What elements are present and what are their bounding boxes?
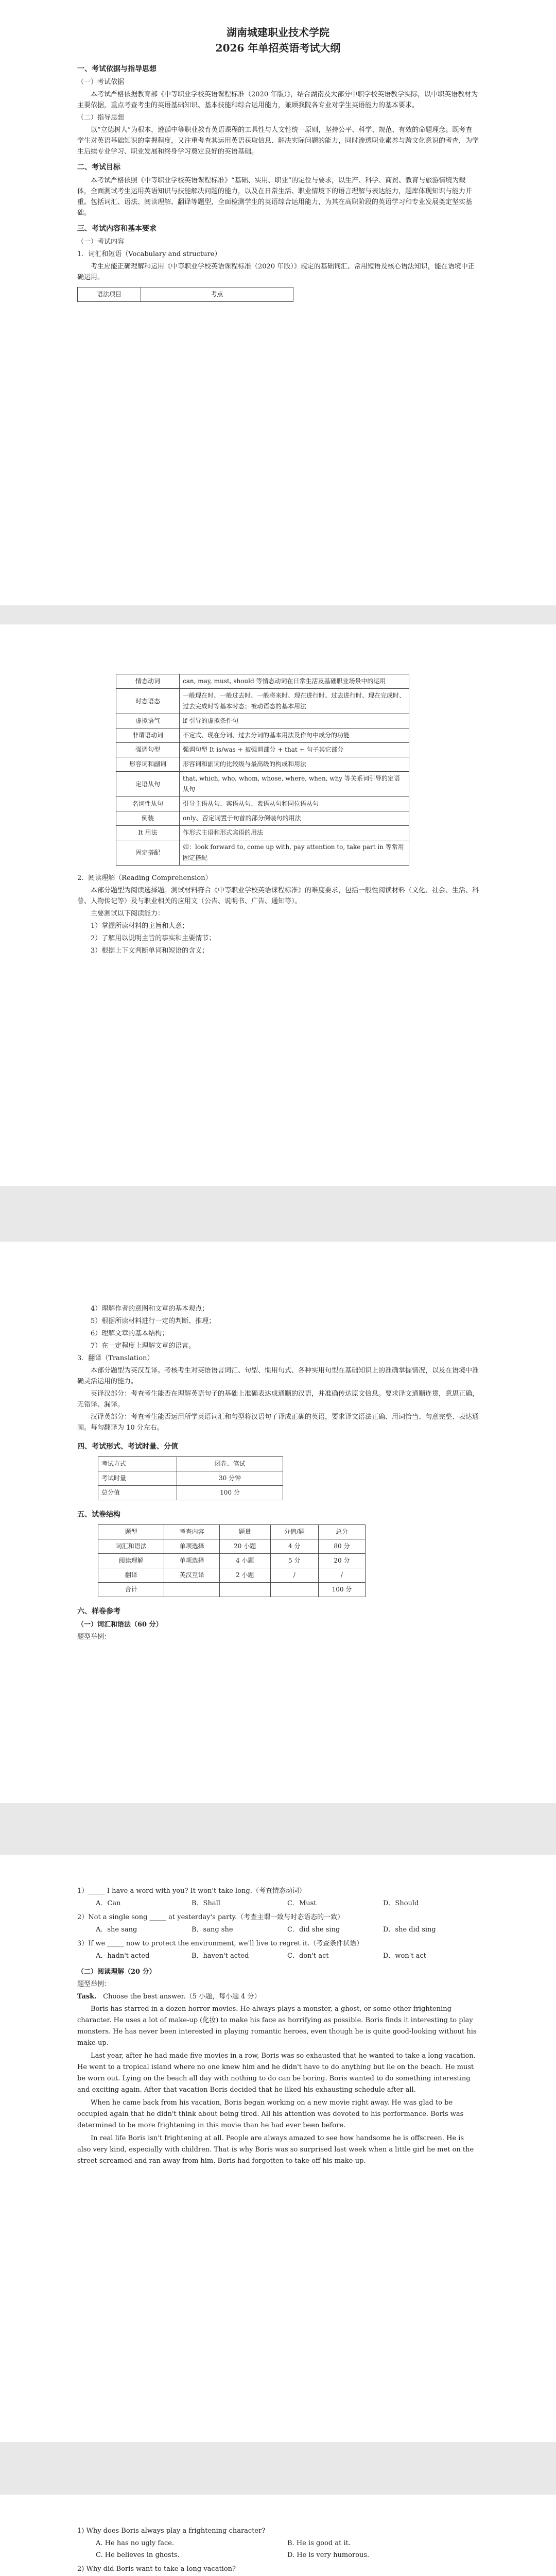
page-1 — [0, 0, 556, 605]
grammar-point-cell: can, may, must, should 等情态动词在日常生活及基础职业场景中的运用 — [180, 674, 409, 689]
page-5 — [0, 2495, 556, 2576]
table-cell: 合计 — [98, 1583, 164, 1597]
subheading: （二）指导思想 — [77, 114, 125, 122]
grammar-item-cell: 虚拟语气 — [116, 714, 180, 728]
page-gap — [0, 1803, 556, 1855]
subheading: 2．阅读理解（Reading Comprehension） — [77, 874, 212, 882]
options — [96, 1924, 479, 1935]
paragraph: 本部分题型为阅读选择题。测试材料符合《中等职业学校英语课程标准》的难度要求，包括一般性阅读材料（文化、社会、生活、科普、人物传记等）及与职业相关的应用文（公告、说明书、广告、通知等）。 — [77, 887, 479, 905]
grammar-point-cell: 引导主语从句、宾语从句、表语从句和同位语从句 — [180, 797, 409, 811]
paragraph: 主要测试以下阅读能力： — [91, 910, 165, 918]
table-row — [98, 1583, 366, 1597]
table-row — [116, 674, 409, 689]
list-item: 1）掌握所读材料的主旨和大意； — [91, 922, 189, 930]
table-cell: 英汉互译 — [164, 1568, 219, 1583]
grammar-point-cell: 强调句型 It is/was + 被强调部分 + that + 句子其它部分 — [180, 743, 409, 757]
table-cell — [219, 1583, 270, 1597]
table-cell: 100 分 — [177, 1486, 283, 1500]
table-cell: 5 分 — [270, 1554, 318, 1568]
table-cell: 闭卷、笔试 — [177, 1457, 283, 1471]
table-header-cell: 语法项目 — [78, 287, 141, 302]
table-row — [116, 743, 409, 757]
option: C. He believes in ghosts. — [96, 2551, 180, 2559]
section-3-heading: 三、考试内容和基本要求 — [77, 225, 157, 233]
table-row — [116, 757, 409, 772]
task-description: Choose the best answer.（5 小题，每小题 4 分） — [103, 1993, 261, 2001]
table-cell: 100 分 — [318, 1583, 365, 1597]
grammar-item-cell: It 用法 — [116, 826, 180, 840]
list-item: 6）理解文章的基本结构； — [91, 1330, 169, 1337]
table-cell: 4 小题 — [219, 1554, 270, 1568]
subheading: 3．翻译（Translation） — [77, 1354, 154, 1362]
page-gap — [0, 605, 556, 624]
subheading: （一）考试依据 — [77, 78, 125, 86]
grammar-item-cell: 固定搭配 — [116, 840, 180, 866]
table-cell: 总分值 — [98, 1486, 177, 1500]
question: 3）If we _____ now to protect the environment, we'll live to regret it.（考查条件状语） — [77, 1940, 363, 1947]
subheading: （一）词汇和语法（60 分） — [77, 1621, 163, 1629]
list-item: 4）理解作者的意图和文章的基本观点； — [91, 1305, 209, 1313]
doc-subtitle: 2026 年单招英语考试大纲 — [215, 42, 341, 54]
table-cell: 考试方式 — [98, 1457, 177, 1471]
grammar-item-cell: 形容词和副词 — [116, 757, 180, 772]
table-header-cell: 题型 — [98, 1525, 164, 1539]
paragraph: 本考试严格依照《中等职业学校英语课程标准》“基础、实用、职业”的定位与要求，以生产、科学、商贸、教育与旅游情境为载体，全面测试考生运用英语知识与技能解决问题的能力，以及在日常生活、职业情境下的语言理解与表达能力，题库体现知识与能力并重。包括词汇、语法、阅读理解、翻译等题型，全面检测学生的英语综合运用能力，为其在高职阶段的英语学习和专业发展奠定坚实基础。 — [77, 177, 473, 217]
grammar-point-cell: if 引导的虚拟条件句 — [180, 714, 409, 728]
question: 2）Not a single song _____ at yesterday's party.（考查主谓一致与时态语态的一致） — [77, 1913, 344, 1921]
options — [96, 1951, 479, 1961]
paragraph: 本考试严格依据教育部《中等职业学校英语课程标准（2020 年版）》，结合湖南及大部分中职学校英语教学实际，以中职英语教材为主要依据，重点考查考生的英语基础知识、基本技能和综合运用能力，兼顾我院各专业对学生英语能力的基本要求。 — [77, 91, 478, 109]
option: A. He has no ugly face. — [96, 2539, 175, 2547]
grammar-point-cell: 一般现在时、一般过去时、一般将来时、现在进行时、过去进行时、现在完成时、过去完成时等基本时态；被动语态的基本用法 — [180, 689, 409, 714]
grammar-item-cell: 时态语态 — [116, 689, 180, 714]
question: 2) Why did Boris want to take a long vacation? — [77, 2565, 236, 2573]
grammar-point-cell: 不定式、现在分词、过去分词的基本用法及作句中成分的功能 — [180, 728, 409, 743]
option: A．hadn't acted — [96, 1952, 150, 1960]
section-1-heading: 一、考试依据与指导思想 — [77, 65, 157, 73]
option: B．haven't acted — [192, 1952, 249, 1960]
exam-format-table — [98, 1456, 283, 1500]
grammar-item-cell: 非谓语动词 — [116, 728, 180, 743]
task-label: Task. — [77, 1993, 97, 2001]
table-row — [98, 1568, 366, 1583]
table-cell: 80 分 — [318, 1539, 365, 1554]
paragraph: 考生应能正确理解和运用《中等职业学校英语课程标准（2020 年版）》规定的基础词汇、常用短语及核心语法知识，能在语境中正确运用。 — [77, 263, 475, 281]
paper-structure-table — [98, 1524, 366, 1597]
option: C．Must — [287, 1900, 317, 1907]
list-item: 7）在一定程度上理解文章的语言。 — [91, 1342, 196, 1350]
table-row — [116, 714, 409, 728]
paragraph: 汉译英部分：考查考生能否运用所学英语词汇和句型将汉语句子译成正确的英语，要求译文语法正确、用词恰当、句意完整、表达通顺。每句翻译为 10 分左右。 — [77, 1413, 479, 1432]
table-cell: 30 分钟 — [177, 1471, 283, 1486]
options — [96, 1898, 479, 1909]
option: B．sang she — [192, 1926, 233, 1934]
list-item: 2）了解用以说明主旨的事实和主要情节； — [91, 935, 216, 942]
section-6-heading: 六、样卷参考 — [77, 1607, 120, 1616]
label: 题型举例： — [77, 1980, 111, 1988]
grammar-table-header — [77, 287, 293, 302]
table-header-cell: 分值/题 — [270, 1525, 318, 1539]
option: A．she sang — [96, 1926, 137, 1934]
paragraph: 以“立德树人”为根本，遵循中等职业教育英语课程的工具性与人文性统一原则，坚持公平、科学、规范、有效的命题理念。既考查学生对英语基础知识的掌握程度，又注重考查其运用英语获取信息、解决实际问题的能力，同时渗透职业素养与跨文化意识的考查，为学生后续专业学习、职业发展和终身学习奠定良好的英语基础。 — [77, 126, 479, 156]
grammar-point-cell: 如：look forward to, come up with, pay attention to, take part in 等常用固定搭配 — [180, 840, 409, 866]
table-row — [116, 826, 409, 840]
paragraph: 英译汉部分：考查考生能否在理解英语句子的基础上准确表达成通顺的汉语，并准确传达原文信息。要求译文通顺连贯，意思正确，无错译、漏译。 — [77, 1390, 479, 1409]
table-row — [116, 728, 409, 743]
option: D. He is very humorous. — [287, 2551, 370, 2559]
table-cell: 单项选择 — [164, 1539, 219, 1554]
grammar-point-cell: only、否定词置于句首的部分倒装句的用法 — [180, 811, 409, 826]
table-cell: 翻译 — [98, 1568, 164, 1583]
table-cell: / — [318, 1568, 365, 1583]
table-cell — [270, 1583, 318, 1597]
grammar-table — [116, 674, 409, 866]
option: A．Can — [96, 1900, 121, 1907]
option: B. He is good at it. — [287, 2539, 351, 2547]
table-cell: 20 小题 — [219, 1539, 270, 1554]
option: B．Shall — [192, 1900, 220, 1907]
table-row — [116, 797, 409, 811]
table-cell: 单项选择 — [164, 1554, 219, 1568]
table-cell — [164, 1583, 219, 1597]
table-row — [116, 840, 409, 866]
label: 题型举例： — [77, 1633, 111, 1641]
table-cell: 4 分 — [270, 1539, 318, 1554]
subheading: （一）考试内容 — [77, 238, 125, 246]
grammar-item-cell: 倒装 — [116, 811, 180, 826]
page-2 — [0, 624, 556, 1186]
option: C．did she sing — [287, 1926, 340, 1934]
task-line — [77, 1991, 479, 2002]
page-gap — [0, 1186, 556, 1242]
passage-paragraph: When he came back from his vacation, Boris began working on a new movie right away. He was glad to be occupied again that he didn't think about being tired. All his attention was devoted to his performance. Boris was determined to be more frightening in this movie than he had ever been before. — [77, 2099, 464, 2129]
table-header-cell: 总分 — [318, 1525, 365, 1539]
paragraph: 本部分题型为英汉互译。考核考生对英语语言词汇、句型、惯用句式、各种实用句型在基础知识上的准确掌握情况，以及在语境中准确灵活运用的能力。 — [77, 1367, 479, 1385]
page-gap — [0, 2442, 556, 2495]
options — [96, 2538, 479, 2561]
table-row — [98, 1554, 366, 1568]
grammar-point-cell: 形容词和副词的比较级与最高级的构成和用法 — [180, 757, 409, 772]
page-4 — [0, 1855, 556, 2442]
option: C．don't act — [287, 1952, 329, 1960]
table-header-cell: 考查内容 — [164, 1525, 219, 1539]
table-header-cell: 题量 — [219, 1525, 270, 1539]
list-item: 5）根据所读材料进行一定的判断、推理； — [91, 1317, 216, 1325]
grammar-point-cell: that, which, who, whom, whose, where, when, why 等关系词引导的定语从句 — [180, 772, 409, 797]
question: 1) Why does Boris always play a frightening character? — [77, 2527, 266, 2535]
subheading: 1．词汇和短语（Vocabulary and structure） — [77, 250, 221, 258]
table-cell: 20 分 — [318, 1554, 365, 1568]
passage-paragraph: Boris has starred in a dozen horror movies. He always plays a monster, a ghost, or some other frightening character. He uses a lot of make-up (化妆) to make his face as horrifying as possible. Boris finds it interesting to play monsters. He has never been interested in playing romantic heroes, even though he is quite good-looking without his make-up. — [77, 2005, 477, 2047]
list-item: 3）根据上下文判断单词和短语的含义； — [91, 947, 209, 955]
grammar-item-cell: 强调句型 — [116, 743, 180, 757]
table-row — [116, 772, 409, 797]
subheading: （二）阅读理解（20 分） — [77, 1968, 156, 1976]
table-cell: / — [270, 1568, 318, 1583]
section-2-heading: 二、考试目标 — [77, 163, 120, 172]
option: D．Should — [383, 1900, 419, 1907]
section-4-heading: 四、考试形式、考试时量、分值 — [77, 1443, 178, 1451]
table-row — [98, 1539, 366, 1554]
table-row — [116, 811, 409, 826]
table-cell: 阅读理解 — [98, 1554, 164, 1568]
passage-paragraph: Last year, after he had made five movies in a row, Boris was so exhausted that he wanted to take a long vacation. He went to a tropical island where no one knew him and he didn't have to do anything but lie on the beach. He must be worn out. Lying on the beach all day with nothing to do can be boring. Boris wanted to do something interesting and exciting again. After that vacation Boris decided that he liked his exhausting schedule after all. — [77, 2052, 476, 2094]
table-row — [116, 689, 409, 714]
question: 1）_____ I have a word with you? It won't take long.（考查情态动词） — [77, 1887, 306, 1895]
table-header-cell: 考点 — [141, 287, 293, 302]
table-cell: 2 小题 — [219, 1568, 270, 1583]
passage-paragraph: In real life Boris isn't frightening at all. People are always amazed to see how handsome he is offscreen. He is also very kind, especially with children. That is why Boris was so surprised last week when a little girl he met on the street screamed and ran away from him. Boris had forgotten to take off his make-up. — [77, 2134, 474, 2165]
table-cell: 考试时量 — [98, 1471, 177, 1486]
grammar-item-cell: 情态动词 — [116, 674, 180, 689]
grammar-point-cell: 作形式主语和形式宾语的用法 — [180, 826, 409, 840]
doc-title: 湖南城建职业技术学院 — [227, 26, 329, 39]
grammar-item-cell: 定语从句 — [116, 772, 180, 797]
option: D．won't act — [383, 1952, 426, 1960]
section-5-heading: 五、试卷结构 — [77, 1511, 120, 1519]
table-cell: 词汇和语法 — [98, 1539, 164, 1554]
grammar-item-cell: 名词性从句 — [116, 797, 180, 811]
page-3 — [0, 1242, 556, 1803]
option: D．she did sing — [383, 1926, 436, 1934]
